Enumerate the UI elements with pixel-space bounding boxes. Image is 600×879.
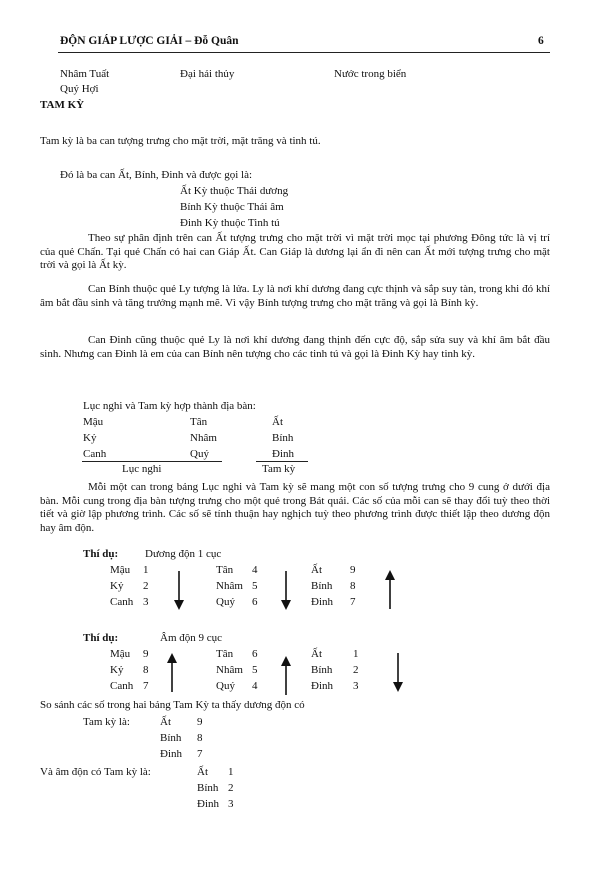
ex2-num: 9	[143, 648, 149, 660]
intro-cell: Nhâm Tuất	[60, 68, 110, 80]
compare2-label: Và âm độn có Tam kỳ là:	[40, 766, 151, 778]
board-cell: Quý	[190, 448, 209, 460]
ex2-num: 3	[353, 680, 359, 692]
intro-line: Tam kỳ là ba can tượng trưng cho mặt trời, mặt trăng và tinh tú.	[40, 135, 321, 147]
arrow-down-icon	[279, 570, 293, 612]
header-rule	[58, 52, 550, 53]
ex2-stem: Ất	[311, 648, 322, 660]
ex2-stem: Canh	[110, 680, 134, 692]
ex1-stem: Kỷ	[110, 580, 124, 592]
board-cell: Canh	[83, 448, 107, 460]
arrow-up-icon	[383, 568, 397, 610]
arrow-down-icon	[391, 652, 405, 694]
page-number: 6	[538, 35, 544, 47]
ex2-stem: Quý	[216, 680, 235, 692]
intro-cell: Quý Hợi	[60, 83, 99, 95]
compare1-num: 9	[197, 716, 203, 728]
board-cell: Ất	[272, 416, 283, 428]
ex1-num: 4	[252, 564, 258, 576]
ex1-stem: Đinh	[311, 596, 333, 608]
compare2-stem: Bính	[197, 782, 219, 794]
compare1-stem: Bính	[160, 732, 182, 744]
board-label-left: Lục nghi	[122, 463, 162, 475]
ex1-num: 3	[143, 596, 149, 608]
arrow-up-icon	[165, 651, 179, 693]
ex1-num: 8	[350, 580, 356, 592]
paragraph-numbers: Mỗi một can trong bảng Lục nghi và Tam kỳ sẽ mang một con số tượng trưng cho 9 cung ở dưới địa bàn. Mỗi cung trong địa bàn tượng trưng cho một quẻ trong Bát quái. Các số của mỗi can sẽ thay đổi tuỳ theo thời tiết và giờ lập phương trình. Các số sẽ tính thuận hay nghịch tuỳ theo phương trình được thiết lập theo dương độn hay âm độn.	[40, 481, 550, 534]
ex1-stem: Bính	[311, 580, 333, 592]
ex1-num: 9	[350, 564, 356, 576]
ex2-stem: Nhâm	[216, 664, 243, 676]
compare-line: So sánh các số trong hai bảng Tam Kỳ ta thấy dương độn có	[40, 699, 305, 711]
header-title: ĐỘN GIÁP LƯỢC GIẢI – Đỗ Quân	[60, 35, 239, 47]
compare2-num: 1	[228, 766, 234, 778]
ex2-num: 2	[353, 664, 359, 676]
ex1-stem: Canh	[110, 596, 134, 608]
board-cell: Kỷ	[83, 432, 97, 444]
ex2-stem: Bính	[311, 664, 333, 676]
paragraph: Can Bính thuộc quẻ Ly tượng là lửa. Ly là nơi khí dương đang cực thịnh và sắp suy tàn, trong khi đó khí âm bắt đầu sinh và tăng trưởng mạnh mẽ. Vì vậy Bính tượng trưng cho mặt trăng và gọi là Bính kỳ.	[40, 283, 550, 309]
can-list-item: Đinh Kỳ thuộc Tinh tú	[180, 217, 280, 229]
ex1-num: 5	[252, 580, 258, 592]
board-label-right: Tam kỳ	[262, 463, 296, 475]
compare2-num: 3	[228, 798, 234, 810]
can-list-item: Ất Kỳ thuộc Thái dương	[180, 185, 289, 197]
ex2-num: 1	[353, 648, 359, 660]
paragraph: Theo sự phân định trên can Ất tượng trưng cho mặt trời vì mặt trời mọc tại phương Đông tức là vị trí của quẻ Chấn. Tại quẻ Chấn có hai can Giáp Ất. Can Giáp là dương lại ẩn đi nên can Ất mới tượng trưng cho mặt trời và gọi là Ất kỳ.	[40, 232, 550, 271]
ex1-stem: Ất	[311, 564, 322, 576]
ex2-stem: Tân	[216, 648, 234, 660]
compare2-stem: Ất	[197, 766, 208, 778]
compare2-num: 2	[228, 782, 234, 794]
ex1-num: 1	[143, 564, 149, 576]
board-cell: Bính	[272, 432, 294, 444]
compare1-label: Tam kỳ là:	[83, 716, 130, 728]
ex2-num: 8	[143, 664, 149, 676]
ex2-num: 4	[252, 680, 258, 692]
ex1-stem: Nhâm	[216, 580, 243, 592]
example1-title: Dương độn 1 cục	[145, 548, 222, 560]
arrow-down-icon	[172, 570, 186, 612]
arrow-up-icon	[279, 654, 293, 696]
ex2-stem: Đinh	[311, 680, 333, 692]
ex1-stem: Mậu	[110, 564, 131, 576]
example1-label: Thí dụ:	[83, 548, 119, 560]
ex1-stem: Tân	[216, 564, 234, 576]
section-title: TAM KỲ	[40, 99, 85, 111]
intro-cell: Nước trong biển	[334, 68, 407, 80]
lead-line: Đó là ba can Ất, Bính, Đinh và được gọi là:	[60, 169, 253, 181]
compare2-stem: Đinh	[197, 798, 219, 810]
can-list-item: Bính Kỳ thuộc Thái âm	[180, 201, 284, 213]
ex2-stem: Kỷ	[110, 664, 124, 676]
compare1-num: 8	[197, 732, 203, 744]
ex2-num: 6	[252, 648, 258, 660]
board-cell: Nhâm	[190, 432, 217, 444]
example2-label: Thí dụ:	[83, 632, 119, 644]
board-cell: Mậu	[83, 416, 104, 428]
ex2-num: 5	[252, 664, 258, 676]
board-cell: Tân	[190, 416, 208, 428]
board-rule-right	[256, 461, 308, 462]
compare1-num: 7	[197, 748, 203, 760]
ex1-stem: Quý	[216, 596, 235, 608]
board-intro: Lục nghi và Tam kỳ hợp thành địa bàn:	[83, 400, 256, 412]
compare1-stem: Ất	[160, 716, 171, 728]
ex1-num: 6	[252, 596, 258, 608]
example2-title: Âm độn 9 cục	[160, 632, 223, 644]
ex2-num: 7	[143, 680, 149, 692]
intro-cell: Đại hải thủy	[180, 68, 235, 80]
paragraph: Can Đinh cũng thuộc quẻ Ly là nơi khí dương đang thịnh đến cực độ, sắp sửa suy và khí âm bắt đầu sinh. Nhưng can Đinh là em của can Bính nên tượng cho các tinh tú và gọi là Đinh Kỳ hay tinh kỳ.	[40, 334, 550, 360]
board-rule-left	[82, 461, 222, 462]
board-cell: Đinh	[272, 448, 294, 460]
ex1-num: 2	[143, 580, 149, 592]
compare1-stem: Đinh	[160, 748, 182, 760]
ex2-stem: Mậu	[110, 648, 131, 660]
ex1-num: 7	[350, 596, 356, 608]
